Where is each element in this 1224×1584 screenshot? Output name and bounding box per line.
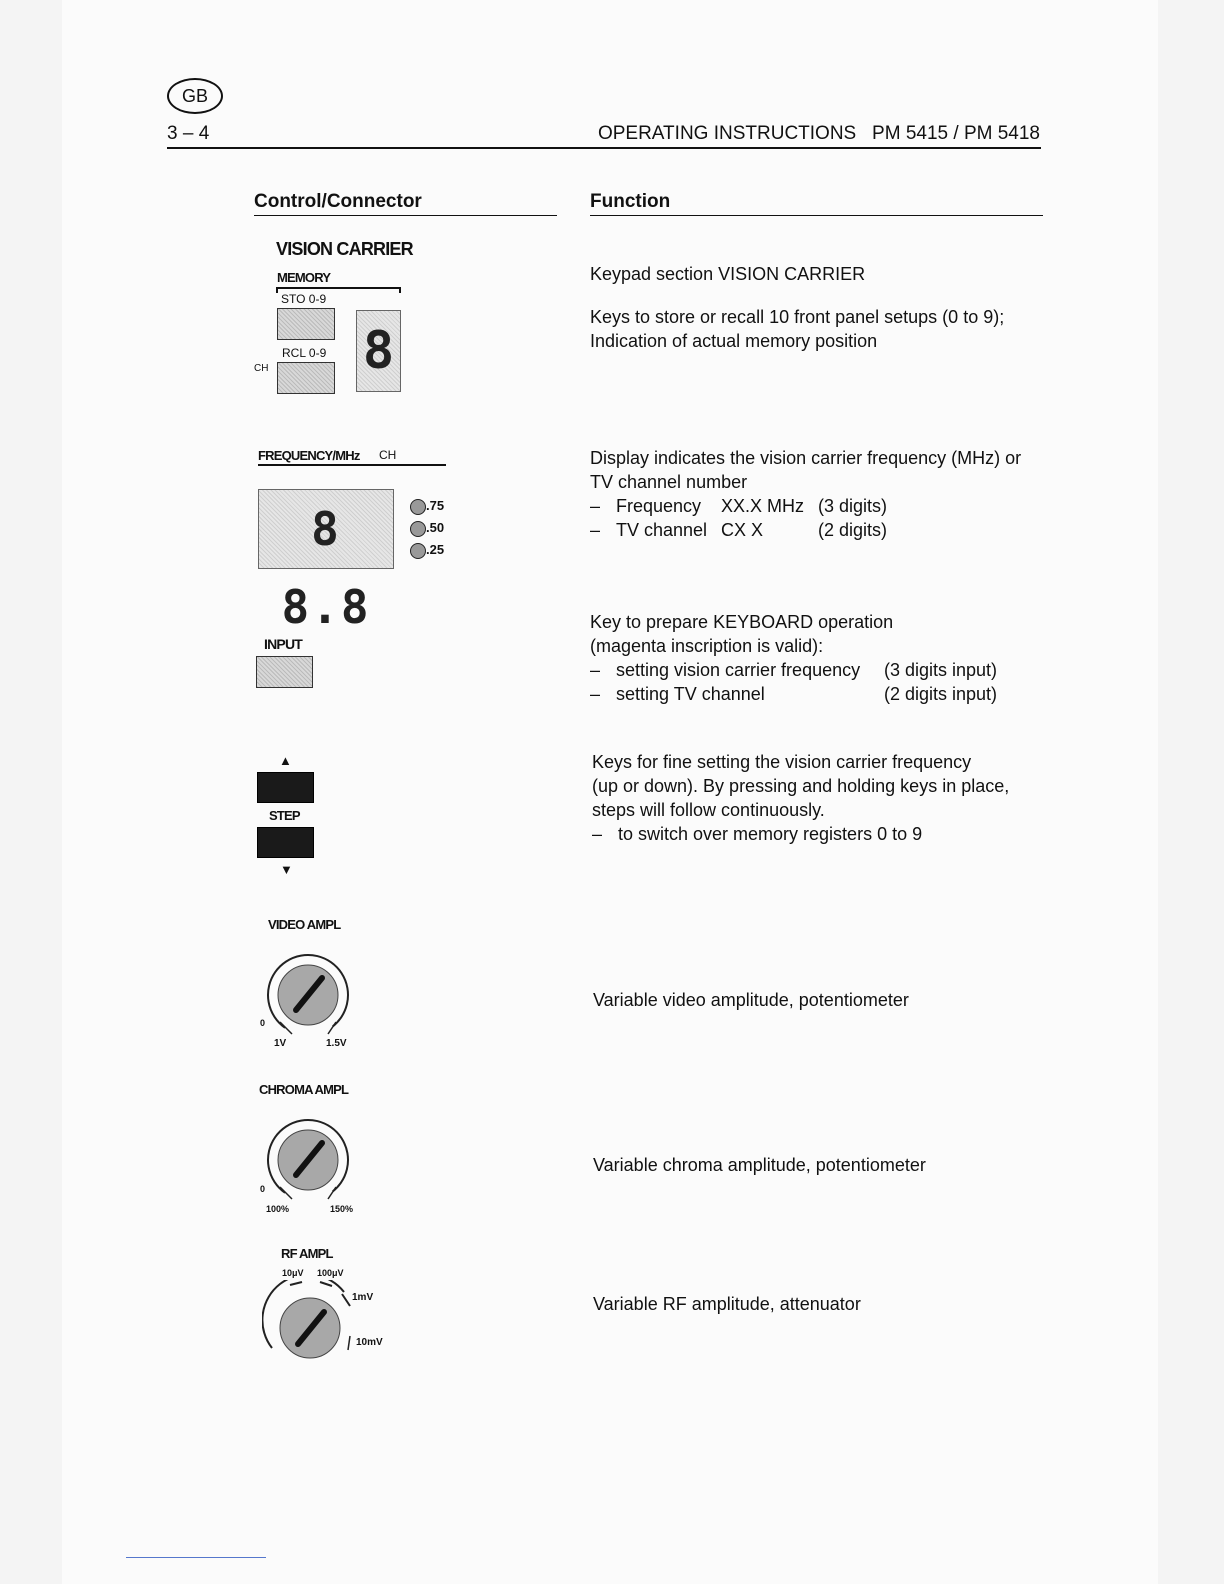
vision-carrier-label: VISION CARRIER [276, 239, 413, 259]
up-arrow-icon: ▲ [279, 753, 292, 768]
input-item-2: – setting TV channel (2 digits input) [590, 684, 998, 704]
chroma-150-label: 150% [330, 1204, 354, 1214]
step-down-key[interactable] [257, 827, 314, 858]
rcl-key[interactable] [277, 362, 335, 394]
led-25: .25 [410, 542, 444, 559]
chroma-zero-label: 0 [260, 1184, 266, 1194]
display-freq-row: – Frequency XX.X MHz (3 digits) [590, 496, 888, 516]
rf-1mv-label: 1mV [352, 1292, 374, 1303]
frequency-display: 8 8.8 [258, 489, 394, 569]
rf-ampl-knob[interactable] [262, 1280, 362, 1364]
led-25-icon [410, 543, 426, 559]
led-50: .50 [410, 520, 444, 537]
header-rule [167, 147, 1041, 149]
led-75-icon [410, 499, 426, 515]
rf-100uv-label: 100μV [317, 1268, 344, 1278]
video-15v-label: 1.5V [326, 1038, 347, 1049]
step-up-key[interactable] [257, 772, 314, 803]
frequency-label: FREQUENCY/MHz [258, 448, 360, 463]
function-display: Display indicates the vision carrier frequency (MHz) or TV channel number – Frequency XX.X MHz (3 digits) – TV channel CX X (2 digits) [590, 448, 1022, 540]
input-key[interactable] [256, 656, 313, 688]
rf-10mv-label: 10mV [356, 1337, 383, 1348]
language-badge: GB [167, 78, 223, 114]
memory-display: 8 [356, 310, 401, 392]
function-video: Variable video amplitude, potentiometer [593, 990, 909, 1010]
chroma-ampl-label: CHROMA AMPL [259, 1082, 349, 1097]
led-75: .75 [410, 498, 444, 515]
video-ampl-knob[interactable] [258, 950, 358, 1040]
sto-label: STO 0-9 [281, 292, 327, 306]
sto-key[interactable] [277, 308, 335, 340]
video-zero-label: 0 [260, 1018, 266, 1028]
chroma-ampl-knob[interactable] [258, 1115, 358, 1205]
frequency-ch-label: CH [379, 448, 397, 462]
video-ampl-label: VIDEO AMPL [268, 917, 341, 932]
function-step: Keys for fine setting the vision carrier frequency (up or down). By pressing and holding keys in place, steps will follow continuously. – to switch over memory registers 0 to 9 [592, 752, 1010, 844]
down-arrow-icon: ▼ [280, 862, 293, 877]
function-rf: Variable RF amplitude, attenuator [593, 1294, 861, 1314]
led-50-icon [410, 521, 426, 537]
column-header-function: Function [590, 191, 671, 212]
input-item-1: – setting vision carrier frequency (3 digits input) [590, 660, 998, 680]
step-item-1: – to switch over memory registers 0 to 9 [592, 824, 923, 844]
rf-10uv-label: 10μV [282, 1268, 304, 1278]
document-title: OPERATING INSTRUCTIONS PM 5415 / PM 5418 [597, 123, 1040, 144]
function-keypad: Keypad section VISION CARRIER [590, 264, 866, 284]
page-number: 3 – 4 [167, 123, 210, 144]
function-memory: Keys to store or recall 10 front panel setups (0 to 9); Indication of actual memory position [590, 307, 1005, 351]
chroma-100-label: 100% [266, 1204, 290, 1214]
video-knob-graphic [258, 950, 358, 1040]
display-tv-row: – TV channel CX X (2 digits) [590, 520, 888, 540]
ch-small-label: CH [254, 363, 269, 374]
function-input: Key to prepare KEYBOARD operation (magenta inscription is valid): – setting vision carrier frequency (3 digits input) – setting TV channel (2 digits input) [590, 612, 998, 704]
memory-bracket [276, 287, 401, 289]
rcl-label: RCL 0-9 [282, 346, 327, 360]
column-header-control: Control/Connector [254, 191, 422, 212]
frequency-bracket [258, 464, 446, 466]
column-rule-right [590, 215, 1043, 216]
function-chroma: Variable chroma amplitude, potentiometer [593, 1155, 926, 1175]
input-label: INPUT [264, 636, 303, 652]
footer-rule [126, 1557, 266, 1558]
memory-bracket-right [399, 287, 401, 293]
rf-knob-graphic [262, 1280, 362, 1364]
memory-bracket-left [276, 287, 278, 293]
memory-label: MEMORY [277, 270, 331, 285]
rf-ampl-label: RF AMPL [281, 1246, 333, 1261]
chroma-knob-graphic [258, 1115, 358, 1205]
step-label: STEP [269, 808, 300, 823]
video-1v-label: 1V [274, 1038, 287, 1049]
column-rule-left [254, 215, 557, 216]
